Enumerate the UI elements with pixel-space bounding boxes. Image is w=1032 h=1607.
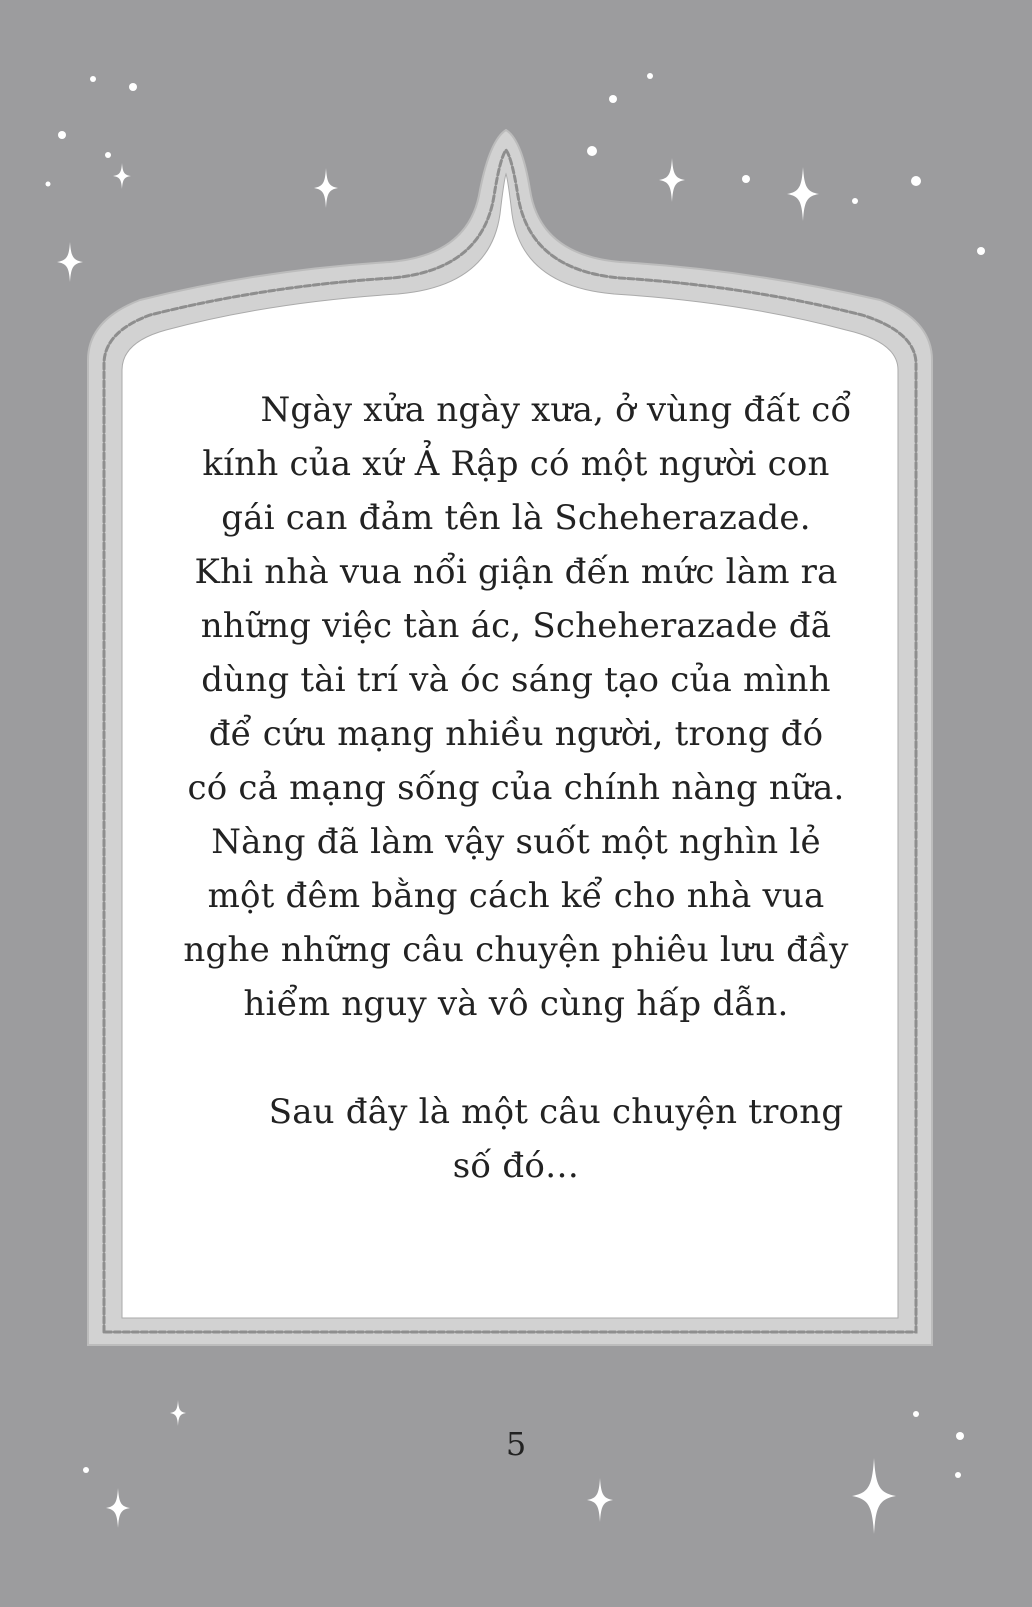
story-line: hiểm nguy và vô cùng hấp dẫn.: [243, 984, 789, 1024]
star-icon: [587, 1478, 613, 1522]
story-line: có cả mạng sống của chính nàng nữa.: [187, 768, 845, 808]
story-line: nghe những câu chuyện phiêu lưu đầy: [183, 930, 849, 970]
page-number: 5: [505, 1425, 527, 1463]
star-dot-icon: [647, 73, 653, 79]
star-icon: [314, 168, 338, 208]
star-icon: [787, 167, 819, 221]
star-dot-icon: [742, 175, 750, 183]
star-dot-icon: [911, 176, 921, 186]
star-dot-icon: [955, 1472, 961, 1478]
story-line: một đêm bằng cách kể cho nhà vua: [207, 876, 825, 916]
star-icon: [57, 242, 83, 282]
story-line: Khi nhà vua nổi giận đến mức làm ra: [194, 552, 838, 592]
star-dot-icon: [90, 76, 96, 82]
paragraph-gap: [160, 1031, 872, 1085]
story-line: Ngày xửa ngày xưa, ở vùng đất cổ: [260, 390, 852, 430]
star-dot-icon: [977, 247, 985, 255]
star-dot-icon: [58, 131, 66, 139]
story-line: những việc tàn ác, Scheherazade đã: [200, 606, 832, 646]
story-line: Nàng đã làm vậy suốt một nghìn lẻ: [211, 822, 821, 862]
star-dot-icon: [913, 1411, 919, 1417]
star-dot-icon: [105, 152, 111, 158]
story-line: Sau đây là một câu chuyện trong: [268, 1092, 844, 1132]
star-dot-icon: [46, 182, 51, 187]
star-dot-icon: [587, 146, 597, 156]
star-dot-icon: [83, 1467, 89, 1473]
star-icon: [852, 1458, 896, 1534]
star-icon: [659, 158, 685, 202]
star-icon: [113, 163, 131, 189]
star-icon: [170, 1400, 186, 1426]
star-dot-icon: [852, 198, 858, 204]
story-line: số đó…: [452, 1146, 580, 1186]
story-line: kính của xứ Ả Rập có một người con: [202, 444, 830, 484]
story-line: gái can đảm tên là Scheherazade.: [221, 498, 811, 538]
story-line: dùng tài trí và óc sáng tạo của mình: [201, 660, 831, 700]
story-text: [160, 383, 872, 1193]
story-line: để cứu mạng nhiều người, trong đó: [208, 714, 824, 754]
star-icon: [106, 1488, 130, 1528]
star-dot-icon: [609, 95, 617, 103]
star-dot-icon: [129, 83, 137, 91]
